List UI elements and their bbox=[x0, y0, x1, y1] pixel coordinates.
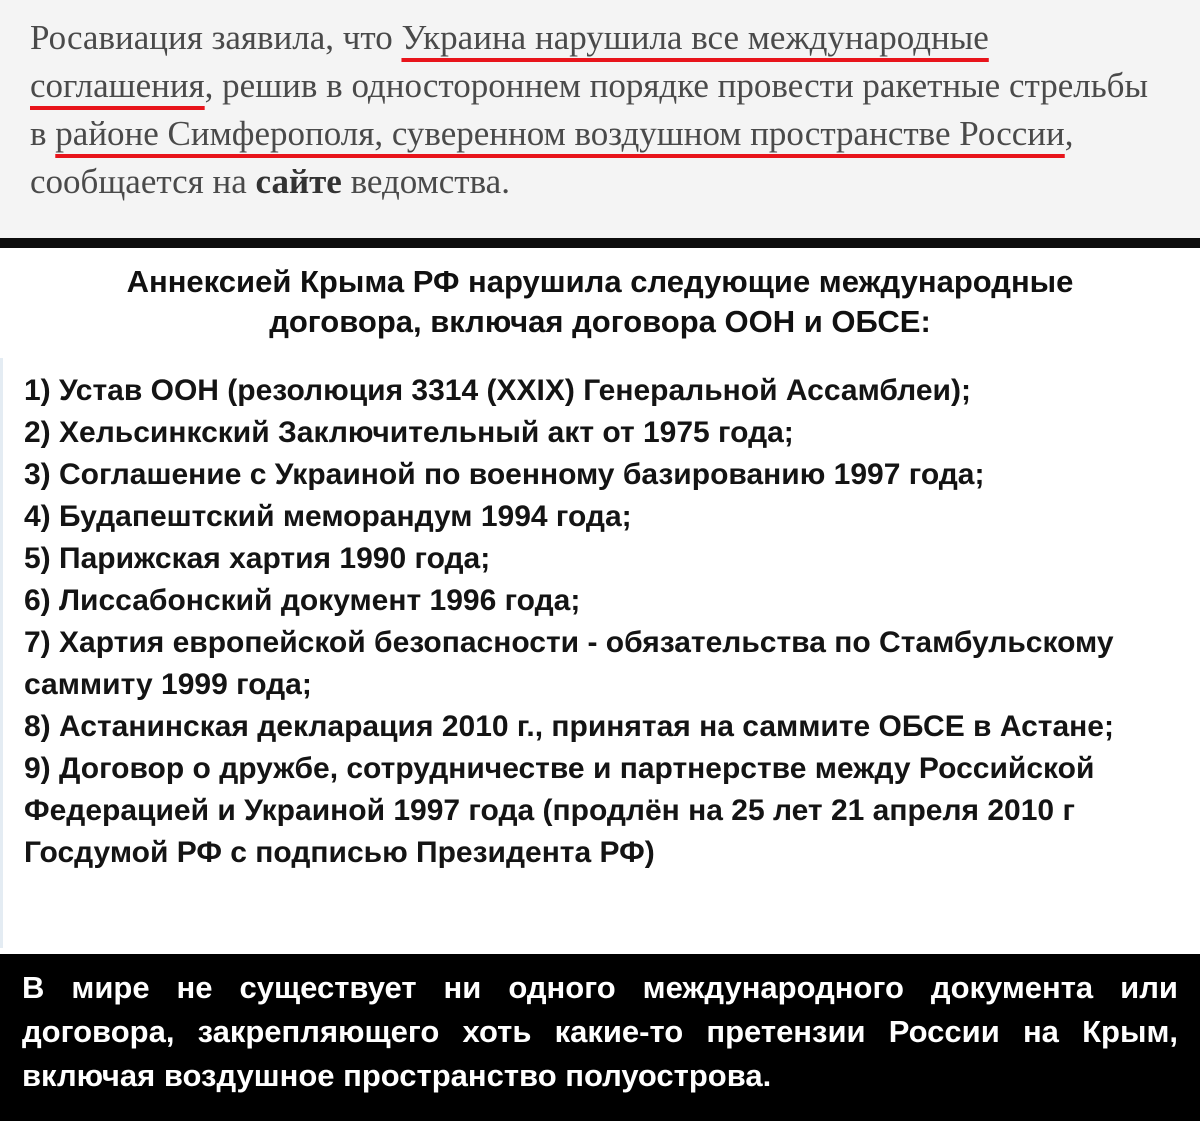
treaty-item: 7) Хартия европейской безопасности - обязательства по Стамбульскому саммиту 1999 года; bbox=[24, 626, 1114, 701]
quote-text-run: Росавиация заявила, что bbox=[30, 18, 402, 57]
quote-text-run: , сообщается на bbox=[30, 114, 1074, 201]
heading bbox=[0, 262, 1200, 342]
treaty-item: 5) Парижская хартия 1990 года; bbox=[24, 542, 491, 575]
treaty-item: 4) Будапештский меморандум 1994 года; bbox=[24, 500, 632, 533]
news-quote bbox=[0, 0, 1200, 238]
heading-line-2: договора, включая договора ООН и ОБСЕ: bbox=[269, 304, 931, 339]
heading-line-1: Аннексией Крыма РФ нарушила следующие международные bbox=[126, 264, 1074, 299]
treaty-item: 6) Лиссабонский документ 1996 года; bbox=[24, 584, 581, 617]
treaty-list bbox=[24, 370, 1189, 874]
conclusion-banner: В мире не существует ни одного международного документа или договора, закрепляющего хоть какие-то претензии России на Крым, включая воздушное пространство полуострова. bbox=[0, 954, 1200, 1121]
quote-link-word[interactable]: сайте bbox=[255, 162, 342, 201]
left-rule bbox=[0, 358, 3, 948]
quote-text-run: , решив в одностороннем порядке провести ракетные стрельбы в bbox=[30, 66, 1148, 153]
treaty-item: 1) Устав ООН (резолюция 3314 (XXIX) Генеральной Ассамблеи); bbox=[24, 374, 971, 407]
quote-underlined-phrase: районе Симферополя, суверенном воздушном пространстве России bbox=[55, 114, 1065, 153]
treaty-item: 3) Соглашение с Украиной по военному базированию 1997 года; bbox=[24, 458, 985, 491]
quote-paragraph bbox=[30, 14, 1170, 206]
treaty-item: 9) Договор о дружбе, сотрудничестве и партнерстве между Российской Федерацией и Украиной 1997 года (продлён на 25 лет 21 апреля 2010 г Госдумой РФ с подписью Президента РФ) bbox=[24, 752, 1095, 869]
divider-bar bbox=[0, 238, 1200, 248]
treaty-item: 8) Астанинская декларация 2010 г., принятая на саммите ОБСЕ в Астане; bbox=[24, 710, 1114, 743]
quote-underlined-phrase: Украина нарушила все международные соглашения bbox=[30, 18, 989, 105]
quote-text-run: ведомства. bbox=[341, 162, 510, 201]
treaty-item: 2) Хельсинкский Заключительный акт от 1975 года; bbox=[24, 416, 794, 449]
